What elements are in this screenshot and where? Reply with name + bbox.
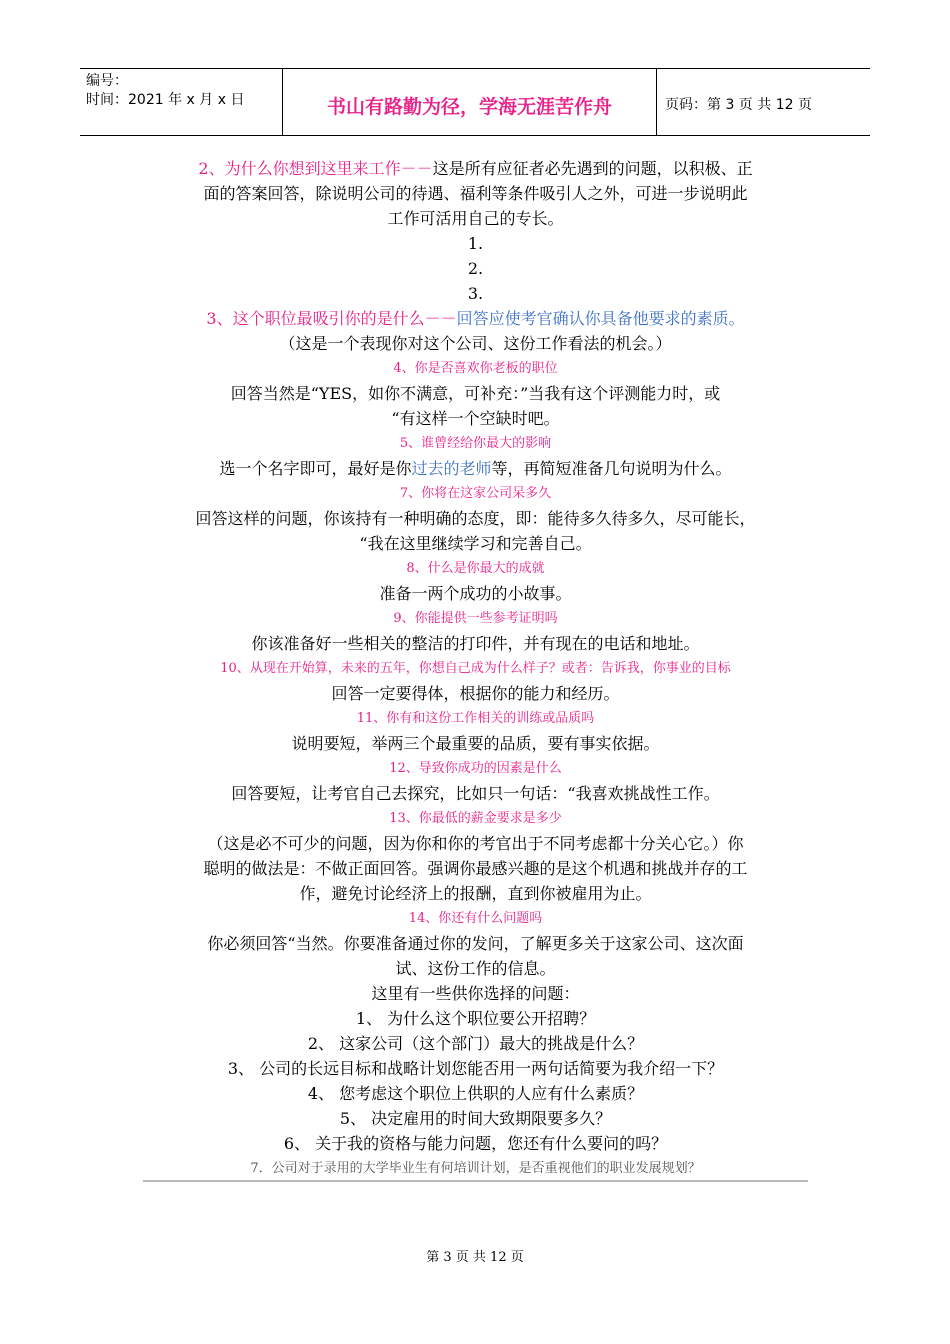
question-heading: 11、你有和这份工作相关的训练或品质吗 — [356, 711, 595, 726]
q5-answer-line — [143, 456, 808, 481]
question-heading: 5、谁曾经给你最大的影响 — [399, 436, 552, 451]
sub-question: 3、 公司的长远目标和战略计划您能否用一两句话简要为我介绍一下？ — [227, 1059, 724, 1078]
body-line: 回答一定要得体，根据你的能力和经历。 — [331, 684, 620, 703]
sub-question: 1、 为什么这个职位要公开招聘？ — [355, 1009, 596, 1028]
body-line: 这里有一些供你选择的问题： — [371, 984, 580, 1003]
body-line: 回答当然是“YES，如你不满意，可补充：”当我有这个评测能力时，或 — [230, 384, 721, 403]
sub-question: 4、 您考虑这个职位上供职的人应有什么素质？ — [307, 1084, 644, 1103]
body-line: （这是一个表现你对这个公司、这份工作看法的机会。） — [279, 334, 672, 353]
sub-question: 7．公司对于录用的大学毕业生有何培训计划，是否重视他们的职业发展规划？ — [250, 1161, 701, 1176]
q2-title: 2、为什么你想到这里来工作－－ — [198, 159, 433, 178]
body-line: 聪明的做法是：不做正面回答。强调你最感兴趣的是这个机遇和挑战并存的工 — [203, 859, 748, 878]
page-footer: 第 3 页 共 12 页 — [426, 1250, 524, 1265]
question-heading: 9、你能提供一些参考证明吗 — [393, 611, 558, 626]
sub-question: 5、 决定雇用的时间大致期限要多久？ — [339, 1109, 612, 1128]
page-header — [80, 68, 870, 136]
question-heading: 13、你最低的薪金要求是多少 — [389, 811, 562, 826]
header-page-info: 页码：第 3 页 共 12 页 — [665, 97, 812, 113]
body-line: 说明要短，举两三个最重要的品质，要有事实依据。 — [291, 734, 660, 753]
question-heading: 12、导致你成功的因素是什么 — [389, 761, 562, 776]
list-number: 1. — [467, 234, 484, 253]
body-line: “我在这里继续学习和完善自己。 — [359, 534, 592, 553]
question-heading: 4、你是否喜欢你老板的职位 — [393, 361, 558, 376]
header-number: 编号： — [86, 73, 128, 89]
body-line: 准备一两个成功的小故事。 — [379, 584, 572, 603]
question-heading: 10、从现在开始算，未来的五年，你想自己成为什么样子？或者：告诉我，你事业的目标 — [220, 661, 731, 676]
header-time: 时间：2021 年 x 月 x 日 — [86, 92, 245, 108]
q2-line — [143, 156, 808, 181]
q3-line — [143, 306, 808, 331]
body-line: 回答要短，让考官自己去探究，比如只一句话：“我喜欢挑战性工作。 — [231, 784, 720, 803]
question-heading: 7、你将在这家公司呆多久 — [399, 486, 552, 501]
body-line: 你必须回答“当然。你要准备通过你的发问，了解更多关于这家公司、这次面 — [207, 934, 744, 953]
q3-title: 3、这个职位最吸引你的是什么－－ — [206, 309, 457, 328]
body-line: 工作可活用自己的专长。 — [387, 209, 564, 228]
body-line: 回答这样的问题，你该持有一种明确的态度，即：能待多久待多久，尽可能长， — [195, 509, 756, 528]
sub-question: 2、 这家公司（这个部门）最大的挑战是什么？ — [307, 1034, 644, 1053]
sub-question: 6、 关于我的资格与能力问题，您还有什么要问的吗？ — [283, 1134, 668, 1153]
list-number: 3. — [467, 284, 484, 303]
body-line: 你该准备好一些相关的整洁的打印件，并有现在的电话和地址。 — [251, 634, 700, 653]
q5-text-a: 选一个名字即可，最好是你 — [219, 459, 412, 478]
question-heading: 14、你还有什么问题吗 — [408, 911, 543, 926]
q5-highlight: 过去的老师 — [411, 459, 492, 478]
body-line: 作，避免讨论经济上的报酬，直到你被雇用为止。 — [299, 884, 652, 903]
header-meta — [80, 69, 283, 135]
header-motto: 书山有路勤为径，学海无涯苦作舟 — [283, 69, 657, 135]
list-number: 2. — [467, 259, 484, 278]
body-line: （这是必不可少的问题，因为你和你的考官出于不同考虑都十分关心它。）你 — [207, 834, 744, 853]
body-line: 试、这份工作的信息。 — [395, 959, 556, 978]
question-heading: 8、什么是你最大的成就 — [406, 561, 545, 576]
body-line: “有这样一个空缺时吧。 — [391, 409, 560, 428]
body-line: 面的答案回答，除说明公司的待遇、福利等条件吸引人之外，可进一步说明此 — [203, 184, 748, 203]
q2-text: 这是所有应征者必先遇到的问题，以积极、正 — [432, 159, 753, 178]
q3-answer: 回答应使考官确认你具备他要求的素质。 — [456, 309, 745, 328]
q5-text-b: 等，再简短准备几句说明为什么。 — [491, 459, 732, 478]
document-body — [143, 156, 808, 1181]
content-divider — [143, 1180, 808, 1182]
